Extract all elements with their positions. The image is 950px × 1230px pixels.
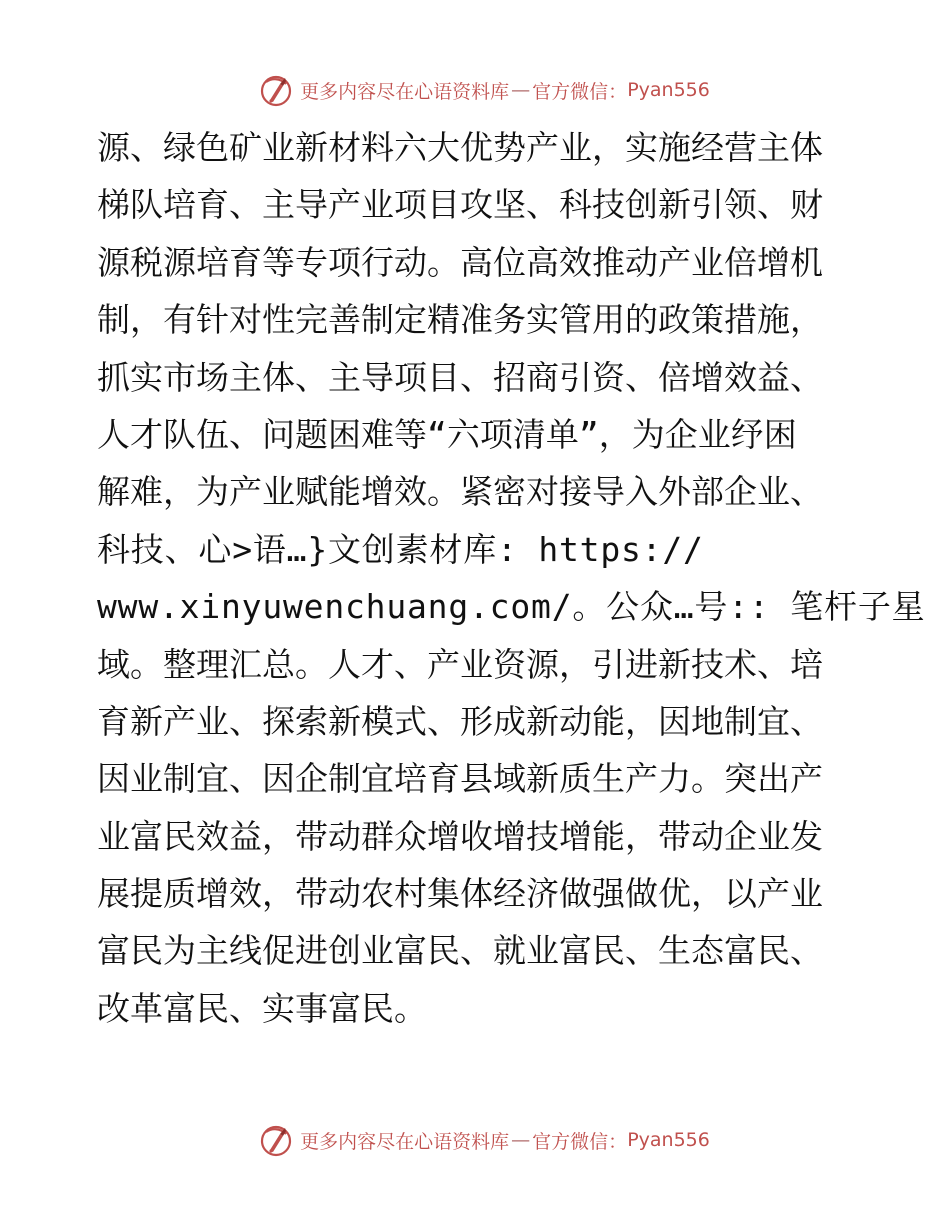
- page-footer: [0, 1120, 950, 1160]
- text-line: 梯队培育、主导产业项目攻坚、科技创新引领、财: [97, 185, 823, 225]
- text-line: 抓实市场主体、主导项目、招商引资、倍增效益、: [97, 357, 823, 397]
- footer-site-text: 更多内容尽在心语资料库: [300, 1130, 510, 1153]
- footer-banner: [258, 1122, 710, 1158]
- text-line: 展提质增效，带动农村集体经济做强做优，以产业: [97, 874, 823, 914]
- body-text: [97, 119, 926, 1037]
- text-line: 科技、心>语…}文创素材库: https://: [97, 529, 704, 569]
- text-line: 源税源培育等专项行动。高位高效推动产业倍增机: [97, 242, 823, 282]
- text-line: 改革富民、实事富民。: [97, 988, 427, 1028]
- text-line: 源、绿色矿业新材料六大优势产业，实施经营主体: [97, 128, 823, 167]
- text-line: 育新产业、探索新模式、形成新动能，因地制宜、: [97, 701, 823, 741]
- text-line: 解难，为产业赋能增效。紧密对接导入外部企业、: [97, 472, 823, 512]
- text-line: 人才队伍、问题困难等“六项清单”，为企业纾困: [97, 414, 797, 454]
- text-line: 因业制宜、因企制宜培育县域新质生产力。突出产: [97, 759, 823, 799]
- text-line: 业富民效益，带动群众增收增技增能，带动企业发: [97, 816, 823, 856]
- footer-separator: —: [511, 1129, 531, 1151]
- quill-pen-circle-icon: [258, 72, 294, 108]
- text-line: www.xinyuwenchuang.com/。公众…号:: 笔杆子星: [97, 587, 926, 627]
- footer-wechat-label: 官方微信：: [532, 1130, 628, 1153]
- text-line: 制，有针对性完善制定精准务实管用的政策措施，: [97, 300, 823, 340]
- page-header: [0, 70, 950, 110]
- header-wechat-id: Pyan556: [627, 79, 710, 101]
- header-wechat-label: 官方微信：: [532, 80, 628, 103]
- quill-pen-circle-icon: [258, 1122, 294, 1158]
- text-line: 域。整理汇总。人才、产业资源，引进新技术、培: [97, 644, 823, 684]
- header-site-text: 更多内容尽在心语资料库: [300, 80, 510, 103]
- footer-wechat-id: Pyan556: [627, 1129, 710, 1151]
- text-line: 富民为主线促进创业富民、就业富民、生态富民、: [97, 931, 823, 971]
- header-banner: [258, 72, 710, 108]
- header-separator: —: [511, 79, 531, 101]
